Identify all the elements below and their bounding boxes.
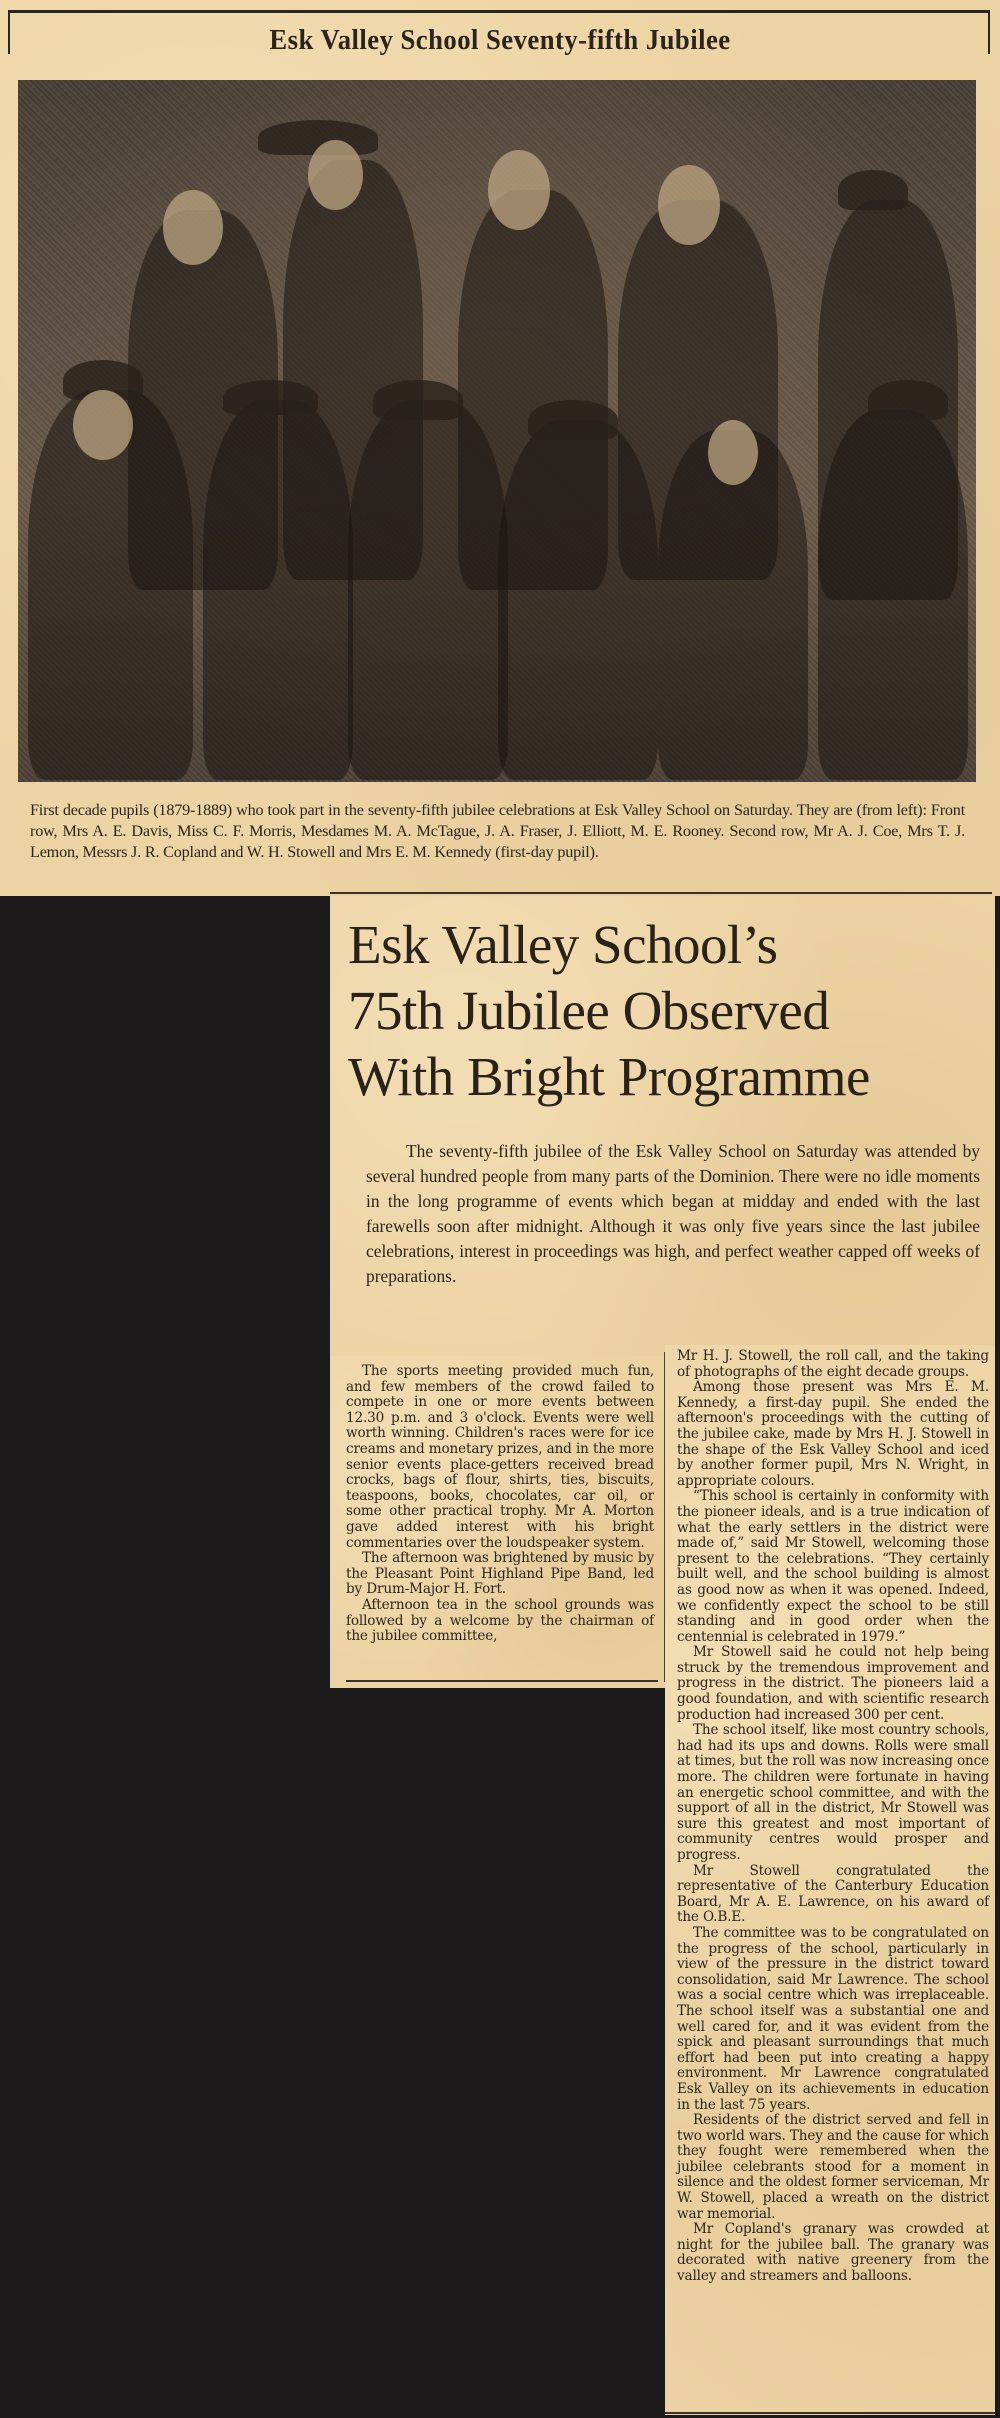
photo-figure [203, 400, 353, 780]
photo-hat [528, 400, 618, 440]
paragraph: Residents of the district served and fell in two world wars. They and the cause for which they fought were remembered when the jubilee celebrants stood for a moment in silence and the oldest former serviceman, Mr W. Stowell, placed a wreath on the district war memorial. [677, 2112, 989, 2222]
photo-figure [818, 410, 968, 780]
column-text [346, 1364, 654, 1645]
photo-head [488, 150, 550, 230]
article-headline [348, 912, 988, 1110]
headline-line: Esk Valley School’s [348, 914, 778, 975]
photo-head [708, 420, 758, 485]
photo-head [163, 190, 223, 265]
article-column-right [665, 1345, 995, 2415]
photo-hat [223, 380, 318, 415]
photo-caption: First decade pupils (1879-1889) who took part in the seventy-fifth jubilee celebrations at Esk Valley School on Saturday. They are (from left): Front row, Mrs A. E. Davis, Miss C. F. Morris, Mesdames M. A. McTague, J. A. Fraser, J. Elliott, M. E. Rooney. Second row, Mr A. J. Coe, Mrs T. J. Lemon, Messrs J. R. Copland and W. H. Stowell and Mrs E. M. Kennedy (first-day pupil). [30, 801, 965, 861]
paragraph: Mr Stowell said he could not help being struck by the tremendous improvement and progress in the district. The pioneers laid a good foundation, and with scientific research production had increased 300 per cent. [677, 1644, 989, 1723]
paragraph: Among those present was Mrs E. M. Kennedy, a first-day pupil. She ended the afternoon's proceedings with the cutting of the jubilee cake, made by Mrs H. J. Stowell in the shape of the Esk Valley School and iced by another former pupil, Mrs N. Wright, in appropriate colours. [677, 1379, 989, 1489]
photo-head [658, 165, 720, 245]
paragraph: Mr Copland's granary was crowded at night for the jubilee ball. The granary was decorated with native greenery from the valley and streamers and balloons. [677, 2221, 989, 2285]
photo-figure [348, 400, 508, 780]
paragraph: The sports meeting provided much fun, and few members of the crowd failed to compete in one or more events between 12.30 p.m. and 3 o'clock. Events were well worth winning. Children's races were for ice creams and monetary prizes, and in the more senior events place-getters received bread crocks, bags of flour, shirts, ties, biscuits, teaspoons, books, chocolates, car oil, or some other practical trophy. Mr A. Morton gave added interest with his bright commentaries over the loudspeaker system. [346, 1363, 654, 1551]
top-clipping [0, 0, 1000, 896]
column-separator [664, 1352, 665, 1682]
photo-head [73, 390, 133, 460]
photo-hat [868, 380, 948, 420]
column-end-rule [665, 2412, 995, 2414]
column-text [677, 1349, 989, 2285]
column-end-rule [346, 1680, 658, 1682]
header-title: Esk Valley School Seventy-fifth Jubilee [269, 24, 731, 56]
article-header-clipping [330, 896, 995, 1356]
caption-rule [330, 892, 992, 894]
paragraph: Afternoon tea in the school grounds was followed by a welcome by the chairman of the jubilee committee, [346, 1596, 654, 1645]
photo-head [308, 140, 363, 210]
article-column-left [330, 1356, 666, 1688]
group-photo [18, 80, 976, 782]
header-rule [8, 10, 990, 13]
headline-line: 75th Jubilee Observed [348, 980, 830, 1041]
header-rule-right [988, 12, 990, 54]
paragraph: “This school is certainly in conformity with the pioneer ideals, and is a true indication of what the early settlers in the district were made of,” said Mr Stowell, welcoming those present to the celebrations. “They certainly built well, and the school building is almost as good now as when it was opened. Indeed, we confidently expect the school to be still standing and in good order when the centennial is celebrated in 1979.” [677, 1488, 989, 1645]
paragraph: The school itself, like most country schools, had had its ups and downs. Rolls were small at times, but the roll was now increasing once more. The children were fortunate in having an energetic school committee, and with the support of all in the district, Mr Stowell was sure this greatest and most important of community centres would prosper and progress. [677, 1722, 989, 1863]
paragraph: Mr Stowell congratulated the representative of the Canterbury Education Board, Mr A. E. Lawrence, on his award of the O.B.E. [677, 1862, 989, 1926]
paragraph: The afternoon was brightened by music by the Pleasant Point Highland Pipe Band, led by Drum-Major H. Fort. [346, 1550, 654, 1598]
article-intro: The seventy-fifth jubilee of the Esk Valley School on Saturday was attended by several hundred people from many parts of the Dominion. There were no idle moments in the long programme of events which began at midday and ended with the last farewells soon after midnight. Although it was only five years since the last jubilee celebrations, interest in proceedings was high, and perfect weather capped off weeks of preparations. [366, 1141, 980, 1286]
photo-hat [373, 380, 463, 420]
paragraph: The committee was to be congratulated on the progress of the school, particularly in view of the pressure in the district toward consolidation, said Mr Lawrence. The school was a social centre which was irreplaceable. The school itself was a substantial one and well cared for, and it was evident from the spick and pleasant surroundings that much effort had been put into creating a happy environment. Mr Lawrence congratulated Esk Valley on its achievements in education in the last 75 years. [677, 1924, 989, 2113]
headline-line: With Bright Programme [348, 1046, 870, 1107]
photo-hat [838, 170, 908, 210]
paragraph: Mr H. J. Stowell, the roll call, and the taking of photographs of the eight decade groups. [677, 1348, 989, 1380]
header-rule-left [8, 12, 10, 54]
photo-figure [498, 420, 658, 780]
